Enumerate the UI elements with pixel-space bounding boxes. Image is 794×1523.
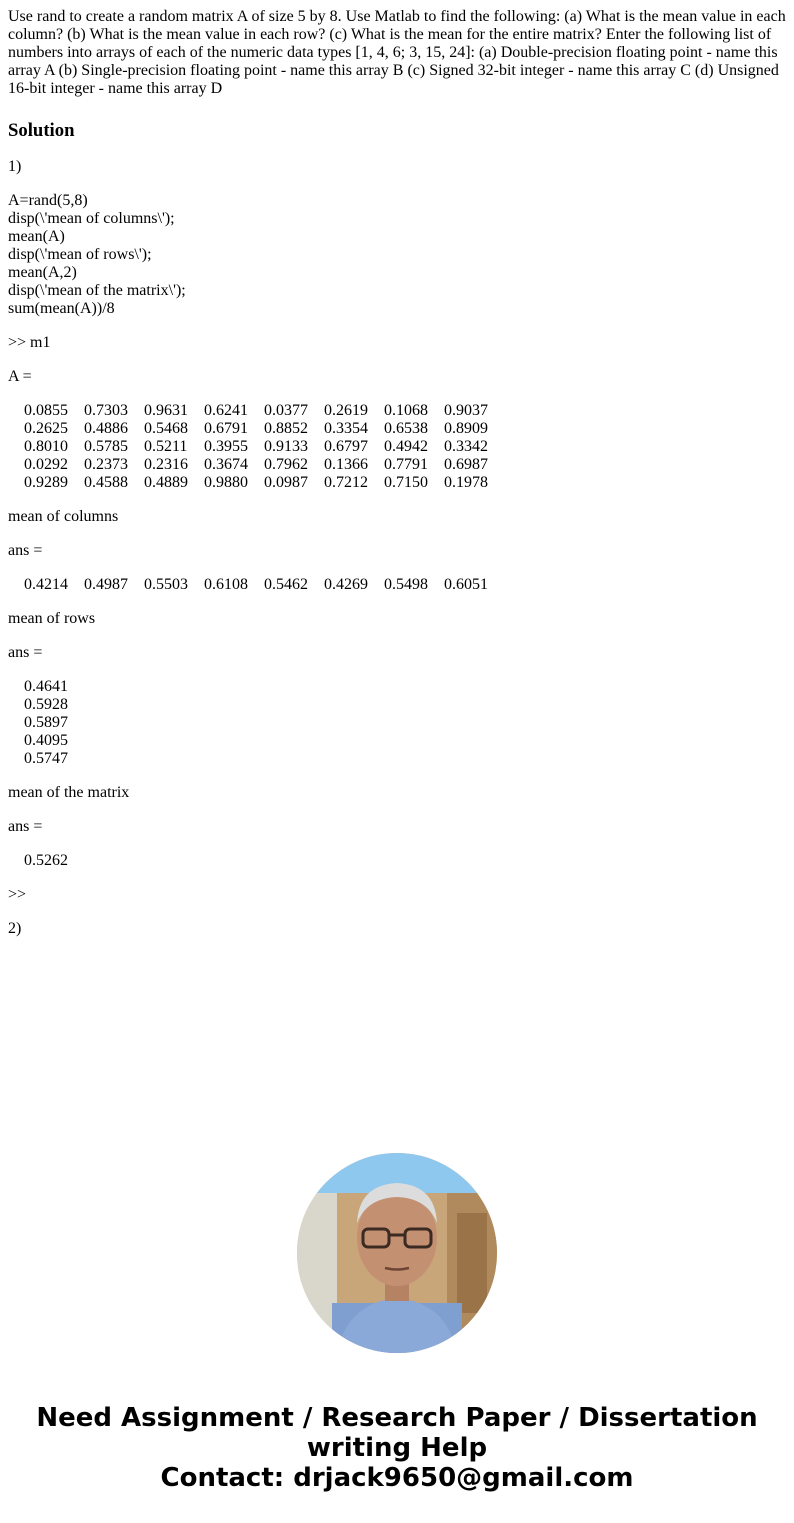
code-line: disp(\'mean of rows\'); xyxy=(8,246,152,263)
code-line: sum(mean(A))/8 xyxy=(8,300,115,317)
col-mean-value: 0.6051 xyxy=(444,576,488,593)
matrix-cell: 0.9289 xyxy=(24,474,68,491)
col-mean-value: 0.5503 xyxy=(144,576,188,593)
matrix-cell: 0.1366 xyxy=(324,456,368,473)
matrix-cell: 0.6797 xyxy=(324,438,368,455)
col-mean-label: mean of columns xyxy=(8,508,119,525)
matrix-cell: 0.0987 xyxy=(264,474,308,491)
code-line: disp(\'mean of the matrix\'); xyxy=(8,282,186,299)
matrix-mean-output xyxy=(24,852,792,870)
matrix-cell: 0.4942 xyxy=(384,438,428,455)
col-mean-value: 0.5462 xyxy=(264,576,308,593)
row-mean-value: 0.5897 xyxy=(24,714,68,731)
matrix-cell: 0.6987 xyxy=(444,456,488,473)
matrix-cell: 0.3354 xyxy=(324,420,368,437)
matrix-cell: 0.5211 xyxy=(144,438,188,455)
col-mean-value: 0.4987 xyxy=(84,576,128,593)
row-means-output xyxy=(24,678,792,768)
matrix-cell: 0.8852 xyxy=(264,420,308,437)
matrix-cell: 0.9037 xyxy=(444,402,488,419)
matrix-cell: 0.2619 xyxy=(324,402,368,419)
col-means-output xyxy=(24,576,792,594)
matrix-cell: 0.3955 xyxy=(204,438,248,455)
matrix-cell: 0.0377 xyxy=(264,402,308,419)
matrix-cell: 0.8010 xyxy=(24,438,68,455)
row-mean-value: 0.5747 xyxy=(24,750,68,767)
solution-heading: Solution xyxy=(8,120,75,141)
promo-banner xyxy=(0,1403,794,1493)
matrix-cell: 0.7962 xyxy=(264,456,308,473)
author-photo-image xyxy=(297,1153,497,1353)
matrix-label: A = xyxy=(8,368,32,385)
col-means-row xyxy=(24,576,792,594)
promo-contact: Contact: drjack9650@gmail.com xyxy=(160,1463,634,1493)
matrix-cell: 0.0855 xyxy=(24,402,68,419)
matrix-cell: 0.7303 xyxy=(84,402,128,419)
matrix-mean-label: mean of the matrix xyxy=(8,784,130,801)
matrix-cell: 0.2625 xyxy=(24,420,68,437)
matrix-cell: 0.2316 xyxy=(144,456,188,473)
promo-line-2: writing Help xyxy=(306,1433,488,1463)
promo-line-1: Need Assignment / Research Paper / Dissertation xyxy=(36,1403,758,1433)
author-photo xyxy=(297,1153,497,1353)
row-mean-value: 0.4641 xyxy=(24,678,68,695)
matrix-cell: 0.7212 xyxy=(324,474,368,491)
matrix-cell: 0.6538 xyxy=(384,420,428,437)
part2-label: 2) xyxy=(8,920,22,937)
matrix-cell: 0.9631 xyxy=(144,402,188,419)
document-body xyxy=(8,8,792,938)
col-mean-value: 0.4214 xyxy=(24,576,68,593)
code-line: mean(A) xyxy=(8,228,65,245)
matrix-cell: 0.9133 xyxy=(264,438,308,455)
matrix-cell: 0.4889 xyxy=(144,474,188,491)
row-mean-value: 0.5928 xyxy=(24,696,68,713)
matrix-mean-value: 0.5262 xyxy=(24,852,68,869)
col-mean-value: 0.6108 xyxy=(204,576,248,593)
matrix-output xyxy=(24,402,792,492)
matrix-cell: 0.0292 xyxy=(24,456,68,473)
part1-label: 1) xyxy=(8,158,22,175)
matrix-row xyxy=(24,420,792,438)
code-line: mean(A,2) xyxy=(8,264,77,281)
code-block xyxy=(8,192,792,318)
matrix-cell: 0.5468 xyxy=(144,420,188,437)
row-mean-value: 0.4095 xyxy=(24,732,68,749)
question-text: Use rand to create a random matrix A of size 5 by 8. Use Matlab to find the following: (a) What is the mean value in each column? (b) What is the mean value in each row? (c) What is the mean for the entire matrix? Enter the following list of numbers into arrays of each of the numeric data types [1, 4, 6; 3, 15, 24]: (a) Double-precision floating point - name this array A (b) Single-precision floating point - name this array B (c) Signed 32-bit integer - name this array C (d) Unsigned 16-bit integer - name this array D xyxy=(8,8,786,97)
matrix-ans-label: ans = xyxy=(8,818,43,835)
col-mean-value: 0.4269 xyxy=(324,576,368,593)
matrix-row xyxy=(24,456,792,474)
matrix-cell: 0.7150 xyxy=(384,474,428,491)
matrix-cell: 0.6791 xyxy=(204,420,248,437)
matrix-cell: 0.2373 xyxy=(84,456,128,473)
matrix-cell: 0.1068 xyxy=(384,402,428,419)
matrix-cell: 0.4588 xyxy=(84,474,128,491)
row-mean-label: mean of rows xyxy=(8,610,96,627)
matrix-cell: 0.3674 xyxy=(204,456,248,473)
prompt-line: >> xyxy=(8,886,27,903)
matrix-cell: 0.4886 xyxy=(84,420,128,437)
matrix-cell: 0.9880 xyxy=(204,474,248,491)
run-command: >> m1 xyxy=(8,334,51,351)
matrix-cell: 0.8909 xyxy=(444,420,488,437)
matrix-row xyxy=(24,474,792,492)
col-ans-label: ans = xyxy=(8,542,43,559)
code-line: disp(\'mean of columns\'); xyxy=(8,210,175,227)
matrix-row xyxy=(24,438,792,456)
col-mean-value: 0.5498 xyxy=(384,576,428,593)
matrix-cell: 0.3342 xyxy=(444,438,488,455)
matrix-row xyxy=(24,402,792,420)
matrix-cell: 0.7791 xyxy=(384,456,428,473)
matrix-cell: 0.6241 xyxy=(204,402,248,419)
matrix-cell: 0.5785 xyxy=(84,438,128,455)
row-ans-label: ans = xyxy=(8,644,43,661)
matrix-cell: 0.1978 xyxy=(444,474,488,491)
code-line: A=rand(5,8) xyxy=(8,192,88,209)
